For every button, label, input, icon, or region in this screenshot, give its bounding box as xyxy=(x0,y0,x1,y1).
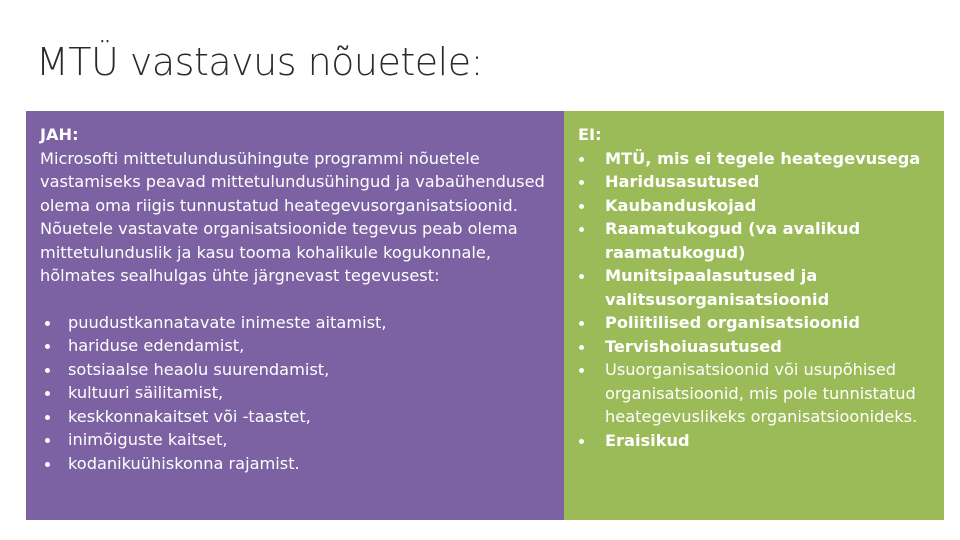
list-item: inimõiguste kaitset, xyxy=(40,428,554,452)
list-item: hariduse edendamist, xyxy=(40,334,554,358)
eligible-paragraph: Microsofti mittetulundusühingute programmi nõuetele vastamiseks peavad mittetulundusühingud ja vabaühendused olema oma riigis tunnustatud heategevusorganisatsioonid. Nõuetele vastavate organisatsioonide tegevus peab olema mittetulunduslik ja kasu tooma kohalikule kogukonnale, hõlmates sealhulgas ühte järgnevast tegevusest: xyxy=(40,148,545,285)
list-item: Poliitilised organisatsioonid xyxy=(578,311,936,335)
bullet-icon xyxy=(45,344,50,349)
bullet-icon xyxy=(45,321,50,326)
bullet-icon xyxy=(579,368,584,373)
bullet-icon xyxy=(579,227,584,232)
list-item: Haridusasutused xyxy=(578,170,936,194)
ineligible-list xyxy=(578,147,936,453)
list-item: Raamatukogud (va avalikud raamatukogud) xyxy=(578,217,936,264)
list-item: Tervishoiuasutused xyxy=(578,335,936,359)
bullet-icon xyxy=(45,438,50,443)
bullet-icon xyxy=(579,439,584,444)
bullet-icon xyxy=(579,204,584,209)
eligible-panel xyxy=(26,111,564,520)
bullet-icon xyxy=(579,274,584,279)
bullet-icon xyxy=(45,415,50,420)
bullet-icon xyxy=(579,157,584,162)
bullet-icon xyxy=(579,345,584,350)
list-item: MTÜ, mis ei tegele heategevusega xyxy=(578,147,936,171)
list-item: kodanikuühiskonna rajamist. xyxy=(40,452,554,476)
page-title: MTÜ vastavus nõuetele: xyxy=(36,40,483,84)
list-item: Usuorganisatsioonid või usupõhised organisatsioonid, mis pole tunnistatud heategevuslikeks organisatsioonideks. xyxy=(578,358,936,429)
list-item: Munitsipaalasutused ja valitsusorganisatsioonid xyxy=(578,264,936,311)
list-item: Kaubanduskojad xyxy=(578,194,936,218)
bullet-icon xyxy=(579,321,584,326)
bullet-icon xyxy=(45,368,50,373)
list-item: sotsiaalse heaolu suurendamist, xyxy=(40,358,554,382)
ineligible-heading: EI: xyxy=(578,125,602,144)
bullet-icon xyxy=(45,391,50,396)
list-item: puudustkannatavate inimeste aitamist, xyxy=(40,311,554,335)
eligible-heading: JAH: xyxy=(40,125,79,144)
bullet-icon xyxy=(45,462,50,467)
eligible-activities-list xyxy=(40,311,554,476)
list-item: keskkonnakaitset või -taastet, xyxy=(40,405,554,429)
list-item: kultuuri säilitamist, xyxy=(40,381,554,405)
bullet-icon xyxy=(579,180,584,185)
list-item: Eraisikud xyxy=(578,429,936,453)
ineligible-panel xyxy=(564,111,944,520)
